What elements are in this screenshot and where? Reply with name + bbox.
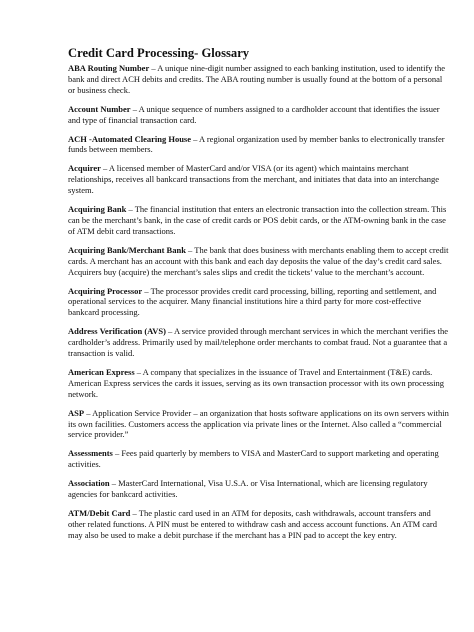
glossary-term: ASP [68, 407, 85, 418]
glossary-definition: – A licensed member of MasterCard and/or VISA (or its agent) which maintains merchant relationships, receives all bankcard transactions from the merchant, and initiates that data into an interchange system. [68, 163, 440, 196]
glossary-entry-aba-routing-number [68, 63, 450, 96]
glossary-entry-american-express [68, 367, 450, 400]
glossary-definition: – A unique nine-digit number assigned to each banking institution, used to identify the bank and direct ACH debits and credits. The ABA routing number is usually found at the bottom of a personal or business check. [68, 63, 446, 95]
glossary-term: Account Number [68, 103, 131, 114]
glossary-entry-acquirer [68, 163, 450, 196]
glossary-term: Acquiring Processor [68, 285, 143, 296]
glossary-term: ACH -Automated Clearing House [68, 133, 192, 144]
glossary-definition: – Fees paid quarterly by members to VISA and MasterCard to support marketing and operating activities. [68, 448, 439, 470]
glossary-definition: – The financial institution that enters an electronic transaction into the collection stream. This can be the merchant’s bank, in the case of credit cards or POS debit cards, or the ATM-owning bank in the case of ATM debit card transactions. [68, 204, 447, 236]
glossary-definition: – MasterCard International, Visa U.S.A. or Visa International, which are licensing regulatory agencies for bankcard activities. [68, 478, 428, 500]
glossary-entry-account-number [68, 104, 450, 126]
glossary-term: American Express [68, 366, 135, 377]
glossary-definition: – The plastic card used in an ATM for deposits, cash withdrawals, account transfers and other related functions. A PIN must be entered to withdraw cash and access account functions. An ATM card may also be used to make a debit purchase if the merchant has a PIN pad to accept the key entry. [68, 508, 437, 540]
glossary-term: Assessments [68, 448, 113, 459]
glossary-definition: – A service provided through merchant services in which the merchant verifies the cardholder’s address. Primarily used by mail/telephone order merchants to combat fraud. Not a guarantee that a transaction is valid. [68, 326, 448, 359]
glossary-definition: – The bank that does business with merchants enabling them to accept credit cards. A merchant has an account with this bank and each day deposits the value of the day’s credit card sales. Acquirers buy (acquire) the merchant’s sales slips and credit the tickets’ value to the merchant’s account. [68, 244, 449, 277]
glossary-term: Association [68, 478, 110, 489]
glossary-definition: – A regional organization used by member banks to electronically transfer funds between members. [68, 133, 445, 155]
glossary-entry-atm-debit-card [68, 508, 450, 541]
glossary-term: Acquiring Bank [68, 204, 127, 215]
glossary-definition: – Application Service Provider – an organization that hosts software applications on its own servers within its own facilities. Customers access the application via private lines or the Internet. Also called a “commercial service provider.” [68, 407, 449, 440]
glossary-entry-acquiring-processor [68, 286, 450, 319]
glossary-definition: – The processor provides credit card processing, billing, reporting and settlement, and operational services to the acquirer. Many financial institutions hire a third party for more cost-effective bankcard processing. [68, 285, 437, 318]
glossary-entry-acquiring-bank [68, 204, 450, 237]
glossary-term: Address Verification (AVS) [68, 326, 166, 337]
glossary-term: ABA Routing Number [68, 63, 150, 73]
glossary-entry-acquiring-merchant-bank [68, 245, 450, 278]
glossary-entry-assessments [68, 448, 450, 470]
glossary-entry-asp [68, 408, 450, 441]
glossary-definition: – A unique sequence of numbers assigned to a cardholder account that identifies the issuer and type of financial transaction card. [68, 103, 440, 125]
glossary-term: Acquirer [68, 163, 101, 174]
glossary-definition: – A company that specializes in the issuance of Travel and Entertainment (T&E) cards. American Express services the cards it issues, serving as its own transaction processor with its own processing network. [68, 366, 445, 399]
glossary-term: ATM/Debit Card [68, 508, 131, 518]
glossary-entry-association [68, 478, 450, 500]
glossary-term: Acquiring Bank/Merchant Bank [68, 244, 186, 255]
document-title: Credit Card Processing- Glossary [68, 46, 250, 60]
glossary-entry-address-verification [68, 326, 450, 359]
glossary-entry-ach [68, 134, 450, 156]
